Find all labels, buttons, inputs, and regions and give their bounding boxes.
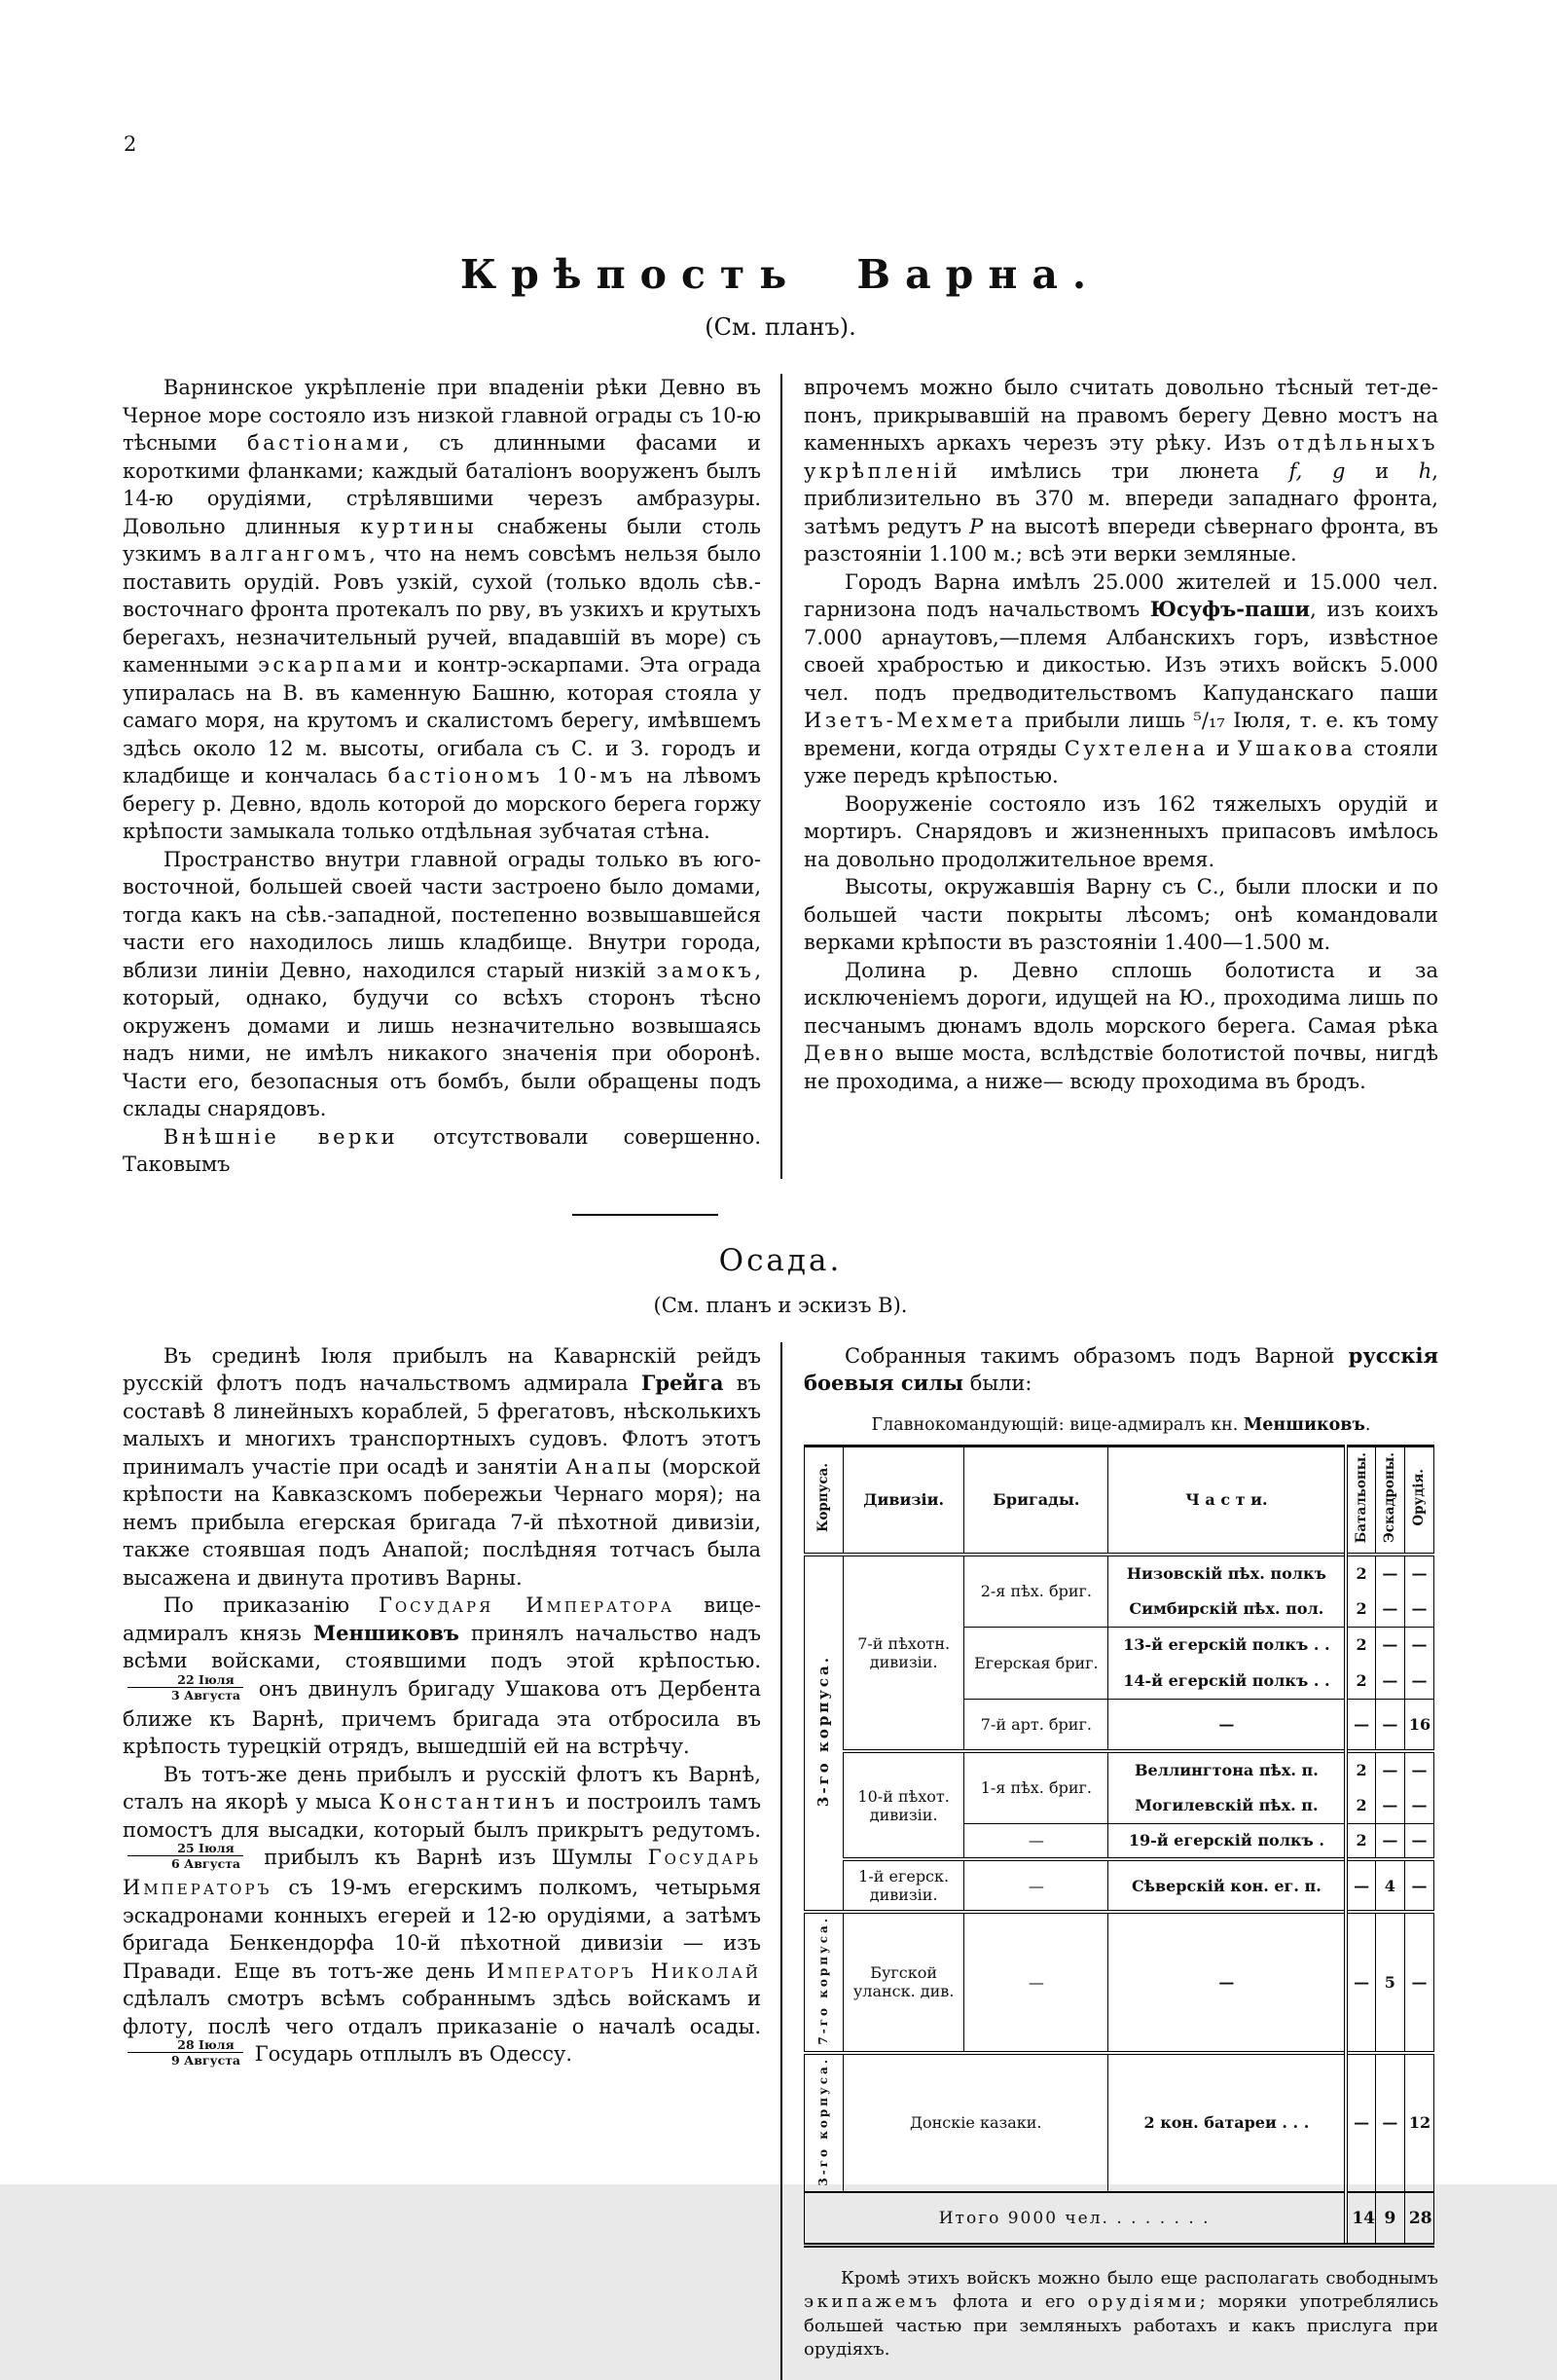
cell-total-battalions: 14: [1346, 2192, 1375, 2245]
cell-part: Симбирскій пѣх. пол.: [1108, 1591, 1346, 1627]
cell-total-guns: 28: [1404, 2192, 1433, 2245]
forces-table: [804, 1445, 1434, 2248]
cell-battalions: 2: [1346, 1591, 1375, 1627]
cell-brigade: Егерская бриг.: [964, 1627, 1108, 1699]
col-header-guns-label: Орудія.: [1411, 1469, 1428, 1527]
cell-guns: —: [1404, 1627, 1433, 1663]
siege-caption: (См. планъ и эскизъ В).: [653, 1293, 908, 1317]
corps-3-label: 3-го корпуса.: [815, 1655, 833, 1808]
col-header-corps-label: Корпуса.: [815, 1463, 832, 1533]
cell-guns: —: [1404, 1751, 1433, 1787]
cell-guns: 12: [1404, 2053, 1433, 2193]
cell-part: —: [1108, 1912, 1346, 2053]
commander-line: Главнокомандующій: вице-адмиралъ кн. Меншиковъ.: [871, 1414, 1371, 1435]
table-row: [805, 2053, 1434, 2193]
cell-division-7: 7-й пѣхотн. дивизіи.: [844, 1555, 964, 1751]
cell-part: 19-й егерскій полкъ .: [1108, 1823, 1346, 1859]
siege-heading: Осада.: [718, 1242, 843, 1278]
page-content: [123, 251, 1438, 2380]
col-header-battalions-label: Батальоны.: [1353, 1452, 1369, 1544]
cell-guns: —: [1404, 1591, 1433, 1627]
table-total-row: [805, 2192, 1434, 2245]
date-fraction: $\frac{\text{22 Іюля}}{\text{3 Августа}}$: [127, 1672, 243, 1703]
cell-corps-3: [805, 1555, 844, 1912]
cell-battalions: 2: [1346, 1751, 1375, 1787]
col-header-parts: Ч а с т и.: [1108, 1446, 1346, 1555]
cell-squadrons: —: [1375, 1751, 1404, 1787]
paragraph-fortress-1: Варнинское укрѣпленіе при впаденіи рѣки Девно въ Черное море состояло изъ низкой главной ограды съ 10-ю тѣсными бастіонами, съ длинными фасами и короткими фланками; каждый баталіонъ вооруженъ былъ 14-ю орудіями, стрѣлявшими черезъ амбразуры. Довольно длинныя куртины снабжены были столь узкимъ валгангомъ, что на немъ совсѣмъ нельзя было поставить орудій. Ровъ узкій, сухой (только вдоль сѣв.-восточнаго фронта протекалъ по рву, въ узкихъ и крутыхъ берегахъ, незначительный ручей, впадавшій въ море) съ каменными эскарпами и контр-эскарпами. Эта ограда упиралась на В. въ каменную Башню, которая стояла у самаго моря, на крутомъ и скалистомъ берегу, имѣвшемъ здѣсь около 12 м. высоты, огибала съ С. и З. городъ и кладбище и кончалась бастіономъ 10-мъ на лѣвомъ берегу р. Девно, вдоль которой до морского берега горжу крѣпости замыкала только отдѣльная зубчатая стѣна.: [123, 376, 761, 843]
cell-division-bug: Бугской уланск. див.: [844, 1912, 964, 2053]
cell-squadrons: —: [1375, 1627, 1404, 1663]
paragraph-fortress-6: Вооруженіе состояло изъ 162 тяжелыхъ орудій и мортиръ. Снарядовъ и жизненныхъ припасовъ имѣлось на довольно продолжительное время.: [804, 791, 1438, 871]
cell-guns: —: [1404, 1823, 1433, 1859]
cell-brigade-dash: —: [964, 1859, 1108, 1912]
cell-part: —: [1108, 1699, 1346, 1751]
cell-battalions: 2: [1346, 1555, 1375, 1591]
paragraph-fortress-8: Долина р. Девно сплошь болотиста и за исключеніемъ дороги, идущей на Ю., проходима лишь по песчанымъ дюнамъ вдоль морского берега. Самая рѣка Девно выше моста, вслѣдствіе болотистой почвы, нигдѣ не проходима, а ниже— всюду проходима въ бродъ.: [804, 958, 1438, 1093]
cell-total-squadrons: 9: [1375, 2192, 1404, 2245]
paragraph-siege-2: По приказанію Государя Императора вице-адмиралъ князь Меншиковъ принялъ начальство надъ всѣми войсками, стоявшими подъ этой крѣпостью. $\frac{\text{22 Іюля}}{\text{3 Августа}}$ онъ двинулъ бригаду Ушакова отъ Дербента ближе къ Варнѣ, причемъ бригада эта отбросила въ крѣпость турецкій отрядъ, вышедшій ей на встрѣчу.: [123, 1593, 762, 1758]
col-header-brigade: Бригады.: [964, 1446, 1108, 1555]
col-header-division: Дивизіи.: [844, 1446, 964, 1555]
cell-brigade: 2-я пѣх. бриг.: [964, 1555, 1108, 1627]
date-fraction: $\frac{\text{28 Іюля}}{\text{9 Августа}}$: [127, 2037, 243, 2068]
cell-battalions: —: [1346, 2053, 1375, 2193]
cell-squadrons: —: [1375, 1663, 1404, 1699]
cell-squadrons: 5: [1375, 1912, 1404, 2053]
paragraph-siege-1: Въ срединѣ Іюля прибылъ на Каварнскій рейдъ русскій флотъ подъ начальствомъ адмирала Грейга въ составѣ 8 линейныхъ кораблей, 5 фрегатовъ, нѣсколькихъ малыхъ и многихъ транспортныхъ судовъ. Флотъ этотъ принималъ участіе при осадѣ и занятіи Анапы (морской крѣпости на Кавказскомъ побережьи Чернаго моря); на немъ прибыла егерская бригада 7-й пѣхотной дивизіи, также стоявшая подъ Анапой; послѣдняя тотчасъ была высажена и двинута противъ Варны.: [123, 1343, 761, 1590]
paragraph-siege-3: Въ тотъ-же день прибылъ и русскій флотъ къ Варнѣ, сталъ на якорѣ у мыса Константинъ и построилъ тамъ помостъ для высадки, который былъ прикрытъ редутомъ. $\frac{\text{25 Іюля}}{\text{6 Августа}}$ прибылъ къ Варнѣ изъ Шумлы Государь Императоръ съ 19-мъ егерскимъ полкомъ, четырьмя эскадронами конныхъ егерей и 12-ю орудіями, а затѣмъ бригада Бенкендорфа 10-й пѣхотной дивизіи — изъ Правади. Еще въ тотъ-же день Императоръ Николай сдѣлалъ смотръ всѣмъ собраннымъ здѣсь войскамъ и флоту, послѣ чего отдалъ приказаніе о началѣ осады. $\frac{\text{28 Іюля}}{\text{9 Августа}}$ Государь отплылъ въ Одессу.: [123, 1762, 762, 2068]
cell-squadrons: —: [1375, 1591, 1404, 1627]
table-row: [805, 1751, 1434, 1787]
cell-brigade: 1-я пѣх. бриг.: [964, 1751, 1108, 1823]
page-title: Крѣпость Варна.: [459, 251, 1102, 298]
section-divider-rule: [572, 1214, 718, 1216]
cell-battalions: —: [1346, 1699, 1375, 1751]
cell-part: Сѣверскій кон. ег. п.: [1108, 1859, 1346, 1912]
cell-part: 2 кон. батареи . . .: [1108, 2053, 1346, 2193]
cell-total-label: Итого 9000 чел. . . . . . . .: [805, 2192, 1347, 2245]
cell-battalions: 2: [1346, 1823, 1375, 1859]
paragraph-fortress-3: Внѣшніе верки отсутствовали совершенно. Таковымъ: [123, 1124, 762, 1176]
cell-squadrons: —: [1375, 1699, 1404, 1751]
fortress-right-column: [780, 374, 1438, 1179]
cell-brigade: 7-й арт. бриг.: [964, 1699, 1108, 1751]
cell-part: Низовскій пѣх. полкъ: [1108, 1555, 1346, 1591]
cell-battalions: 2: [1346, 1663, 1375, 1699]
cell-battalions: —: [1346, 1912, 1375, 2053]
col-header-corps: [805, 1446, 844, 1555]
paragraph-fortress-2: Пространство внутри главной ограды только въ юго-восточной, большей своей части застроено было домами, тогда какъ на сѣв.-западной, постепенно возвышавшейся части его находилось лишь кладбище. Внутри города, вблизи линіи Девно, находился старый низкій замокъ, который, однако, будучи со всѣхъ сторонъ тѣсно окруженъ домами и лишь незначительно возвышаясь надъ ними, не имѣлъ никакого значенія при оборонѣ. Части его, безопасныя отъ бомбъ, были обращены подъ склады снарядовъ.: [123, 847, 761, 1120]
cell-squadrons: 4: [1375, 1859, 1404, 1912]
cell-guns: —: [1404, 1912, 1433, 2053]
col-header-battalions: [1346, 1446, 1375, 1555]
cell-brigade-dash: —: [964, 1823, 1108, 1859]
corps-7-label: 7-го корпуса.: [815, 1916, 830, 2045]
siege-left-column: [123, 1342, 780, 2380]
cell-battalions: —: [1346, 1859, 1375, 1912]
cell-squadrons: —: [1375, 1555, 1404, 1591]
cell-guns: —: [1404, 1787, 1433, 1823]
paragraph-fortress-5: Городъ Варна имѣлъ 25.000 жителей и 15.000 чел. гарнизона подъ начальствомъ Юсуфъ-паши, изъ коихъ 7.000 арнаутовъ,—племя Албанскихъ горъ, извѣстное своей храбростью и дикостью. Изъ этихъ войскъ 5.000 чел. подъ предводительствомъ Капуданскаго паши Изетъ-Мехмета прибыли лишь ⁵/₁₇ Іюля, т. е. къ тому времени, когда отряды Сухтелена и Ушакова стояли уже передъ крѣпостью.: [804, 569, 1438, 787]
paragraph-forces-intro: Собранныя такимъ образомъ подъ Варной русскія боевыя силы были:: [804, 1342, 1438, 1395]
section-fortress: [123, 374, 1438, 1179]
cell-guns: 16: [1404, 1699, 1433, 1751]
col-header-squadrons-label: Эскадроны.: [1381, 1452, 1397, 1544]
section-siege: [123, 1342, 1438, 2380]
cell-squadrons: —: [1375, 1823, 1404, 1859]
cell-guns: —: [1404, 1663, 1433, 1699]
table-footnote: Кромѣ этихъ войскъ можно было еще располагать свободнымъ экипажемъ флота и его орудіями; моряки употреблялись большей частью при земляныхъ работахъ и какъ прислуга при орудіяхъ.: [804, 2267, 1438, 2361]
cell-squadrons: —: [1375, 2053, 1404, 2193]
page-subtitle: (См. планъ).: [705, 313, 856, 341]
corps-3b-label: 3-го корпуса.: [815, 2056, 830, 2186]
table-header-row: [805, 1446, 1434, 1555]
table-row: [805, 1555, 1434, 1591]
paragraph-fortress-4: впрочемъ можно было считать довольно тѣсный тет-де-понъ, прикрывавшій на правомъ берегу Девно мостъ на каменныхъ аркахъ черезъ эту рѣку. Изъ отдѣльныхъ укрѣпленій имѣлись три люнета f, g и h, приблизительно въ 370 м. впереди западнаго фронта, затѣмъ редутъ P на высотѣ впереди сѣвернаго фронта, въ разстояніи 1.100 м.; всѣ эти верки земляные.: [804, 376, 1438, 566]
cell-part: Могилевскій пѣх. п.: [1108, 1787, 1346, 1823]
siege-right-column: [780, 1342, 1438, 2380]
cell-division-10: 10-й пѣхот. дивизіи.: [844, 1751, 964, 1859]
cell-part: 14-й егерскій полкъ . .: [1108, 1663, 1346, 1699]
fortress-left-column: [123, 374, 780, 1179]
date-fraction: $\frac{\text{25 Іюля}}{\text{6 Августа}}$: [127, 1841, 243, 1871]
cell-cossacks: Донскіе казаки.: [844, 2053, 1108, 2193]
cell-division-jager: 1-й егерск. дивизіи.: [844, 1859, 964, 1912]
cell-brigade-dash: —: [964, 1912, 1108, 2053]
paragraph-fortress-7: Высоты, окружавшія Варну съ С., были плоски и по большей части покрыты лѣсомъ; онѣ командовали верками крѣпости въ разстояніи 1.400—1.500 м.: [804, 875, 1438, 954]
cell-guns: —: [1404, 1859, 1433, 1912]
cell-guns: —: [1404, 1555, 1433, 1591]
cell-battalions: 2: [1346, 1627, 1375, 1663]
table-row: [805, 1859, 1434, 1912]
cell-corps-3b: [805, 2053, 844, 2193]
col-header-squadrons: [1375, 1446, 1404, 1555]
cell-part: 13-й егерскій полкъ . .: [1108, 1627, 1346, 1663]
cell-corps-7: [805, 1912, 844, 2053]
table-row: [805, 1912, 1434, 2053]
cell-battalions: 2: [1346, 1787, 1375, 1823]
col-header-guns: [1404, 1446, 1433, 1555]
cell-squadrons: —: [1375, 1787, 1404, 1823]
page-number: 2: [124, 132, 137, 156]
cell-part: Веллингтона пѣх. п.: [1108, 1751, 1346, 1787]
